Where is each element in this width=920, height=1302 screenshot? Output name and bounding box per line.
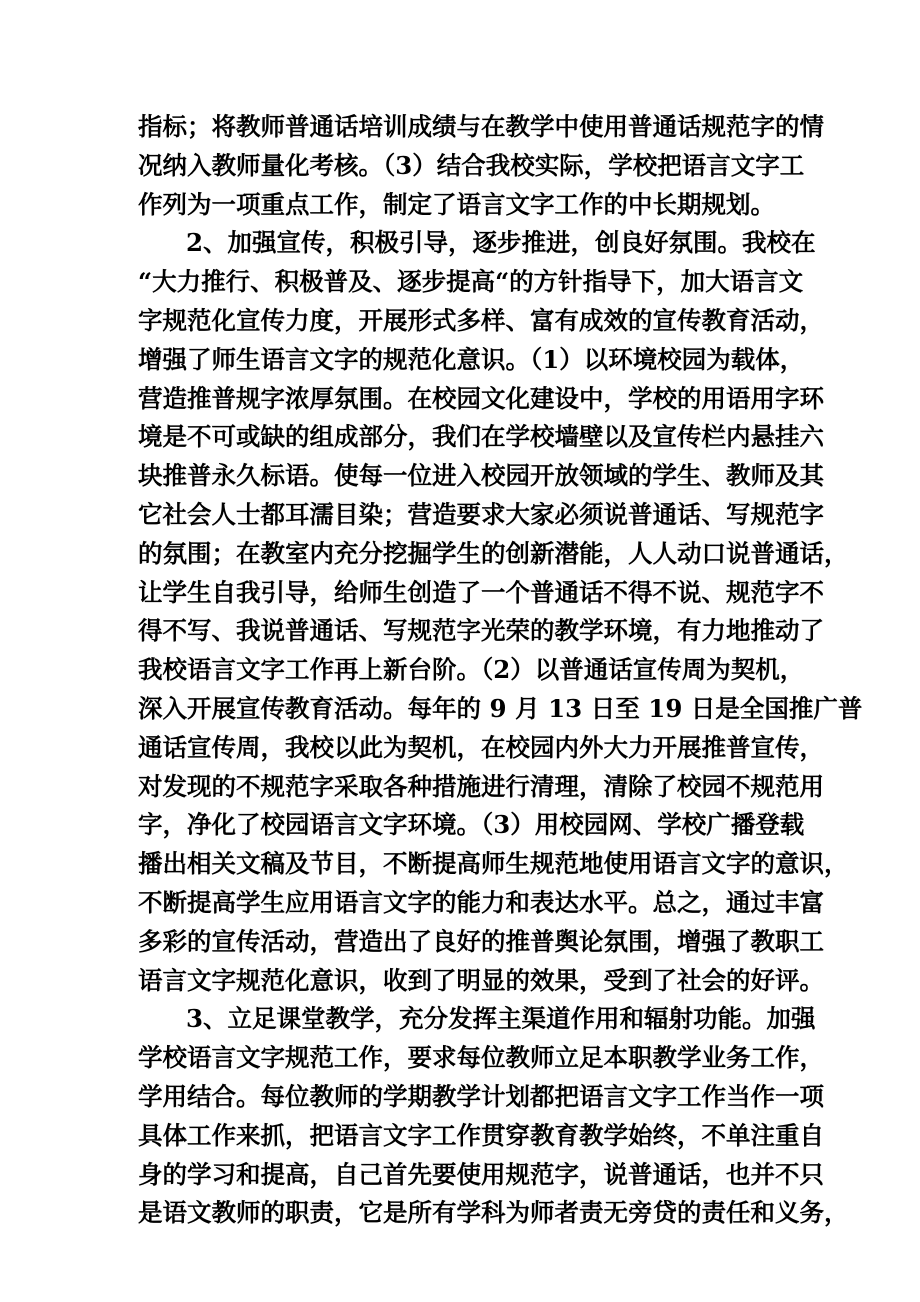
text-line: 语言文字规范化意识，收到了明显的效果，受到了社会的好评。 <box>138 965 824 995</box>
text-line: 指标；将教师普通话培训成绩与在教学中使用普通话规范字的情 <box>138 112 824 141</box>
text-line: 通话宣传周，我校以此为契机，在校园内外大力开展推普宣传， <box>138 732 824 762</box>
text-line: 块推普永久标语。使每一位进入校园开放领域的学生、教师及其 <box>138 461 824 491</box>
text-line: 作列为一项重点工作，制定了语言文字工作的中长期规划。 <box>138 189 775 219</box>
text-line: 多彩的宣传活动，营造出了良好的推普舆论氛围，增强了教职工 <box>138 926 824 956</box>
text-line: 字规范化宣传力度，开展形式多样、富有成效的宣传教育活动， <box>138 305 824 335</box>
text-line: 境是不可或缺的组成部分，我们在学校墙壁以及宣传栏内悬挂六 <box>138 422 824 452</box>
text-line: 我校语言文字工作再上新台阶。（2）以普通话宣传周为契机， <box>138 655 805 685</box>
text-line: 字，净化了校园语言文字环境。（3）用校园网、学校广播登载 <box>138 810 805 840</box>
text-line: 增强了师生语言文字的规范化意识。（1）以环境校园为载体， <box>138 344 805 374</box>
document-body <box>138 108 863 1233</box>
text-line: 对发现的不规范字采取各种措施进行清理，清除了校园不规范用 <box>138 771 824 801</box>
text-line: 营造推普规字浓厚氛围。在校园文化建设中，学校的用语用字环 <box>138 383 824 413</box>
text-line: 学用结合。每位教师的学期教学计划都把语言文字工作当作一项 <box>138 1081 824 1111</box>
text-line: 具体工作来抓，把语言文字工作贯穿教育教学始终，不单注重自 <box>138 1120 824 1150</box>
text-line: 学校语言文字规范工作，要求每位教师立足本职教学业务工作， <box>138 1043 824 1073</box>
text-line: 让学生自我引导，给师生创造了一个普通话不得不说、规范字不 <box>138 577 824 607</box>
text-line: 深入开展宣传教育活动。每年的 9 月 13 日至 19 日是全国推广普 <box>138 693 863 723</box>
text-line: 得不写、我说普通话、写规范字光荣的教学环境，有力地推动了 <box>138 616 824 646</box>
text-line: 是语文教师的职责，它是所有学科为师者责无旁贷的责任和义务， <box>138 1198 849 1228</box>
text-line: 况纳入教师量化考核。（3）结合我校实际，学校把语言文字工 <box>138 150 805 180</box>
text-line: 2、加强宣传，积极引导，逐步推进，创良好氛围。我校在 <box>186 228 816 258</box>
text-line: 播出相关文稿及节目，不断提高师生规范地使用语言文字的意识， <box>138 849 849 879</box>
text-line: 不断提高学生应用语言文字的能力和表达水平。总之，通过丰富 <box>138 887 824 917</box>
text-line: “大力推行、积极普及、逐步提高“的方针指导下，加大语言文 <box>138 267 804 297</box>
text-line: 身的学习和提高，自己首先要使用规范字，说普通话，也并不只 <box>138 1159 824 1189</box>
text-line: 的氛围；在教室内充分挖掘学生的创新潜能，人人动口说普通话， <box>138 538 849 568</box>
text-line: 3、立足课堂教学，充分发挥主渠道作用和辐射功能。加强 <box>186 1004 816 1034</box>
text-line: 它社会人士都耳濡目染；营造要求大家必须说普通话、写规范字 <box>138 499 824 529</box>
